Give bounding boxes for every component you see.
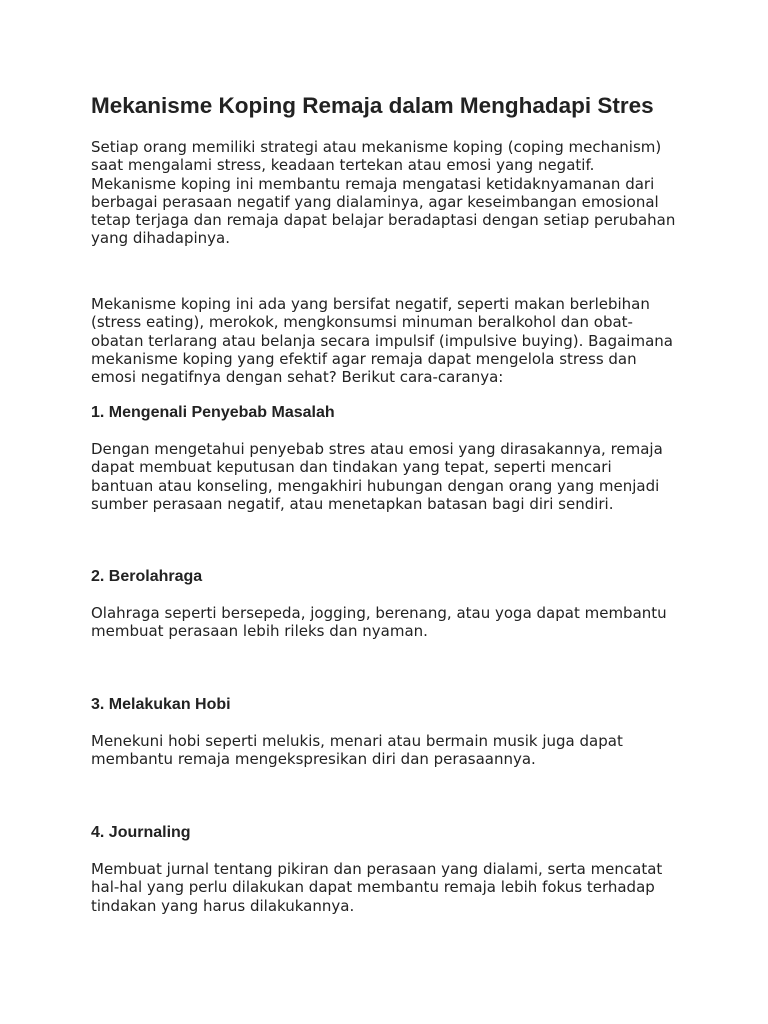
- section-paragraph: [91, 440, 691, 513]
- article-title: Mekanisme Koping Remaja dalam Menghadapi Stres: [91, 93, 654, 118]
- text-line: emosi negatifnya dengan sehat? Berikut cara-caranya:: [91, 368, 504, 387]
- text-line: hal-hal yang perlu dilakukan dapat membantu remaja lebih fokus terhadap: [91, 878, 655, 897]
- text-line: Mekanisme koping ini membantu remaja mengatasi ketidaknyamanan dari: [91, 174, 655, 193]
- text-line: yang dihadapinya.: [91, 229, 230, 248]
- section-heading: 3. Melakukan Hobi: [91, 696, 231, 713]
- section-paragraph: [91, 732, 691, 769]
- text-line: tetap terjaga dan remaja dapat belajar beradaptasi dengan setiap perubahan: [91, 211, 676, 230]
- text-line: tindakan yang harus dilakukannya.: [91, 896, 355, 915]
- text-line: (stress eating), merokok, mengkonsumsi minuman beralkohol dan obat-: [91, 313, 633, 332]
- text-line: Membuat jurnal tentang pikiran dan perasaan yang dialami, serta mencatat: [91, 860, 663, 878]
- text-line: sumber perasaan negatif, atau menetapkan batasan bagi diri sendiri.: [91, 494, 614, 513]
- text-line: Dengan mengetahui penyebab stres atau emosi yang dirasakannya, remaja: [91, 440, 663, 458]
- section-heading: 2. Berolahraga: [91, 568, 203, 585]
- text-line: dapat membuat keputusan dan tindakan yang tepat, seperti mencari: [91, 458, 612, 477]
- section-heading: 4. Journaling: [91, 824, 191, 841]
- section-paragraph: [91, 860, 691, 915]
- intro-paragraph: [91, 138, 691, 248]
- text-line: bantuan atau konseling, mengakhiri hubungan dengan orang yang menjadi: [91, 476, 660, 495]
- text-line: saat mengalami stress, keadaan tertekan atau emosi yang negatif.: [91, 156, 595, 175]
- text-line: mekanisme koping yang efektif agar remaja dapat mengelola stress dan: [91, 349, 637, 368]
- section-paragraph: [91, 604, 691, 641]
- negative-coping-paragraph: [91, 295, 691, 386]
- text-line: Olahraga seperti bersepeda, jogging, berenang, atau yoga dapat membantu: [91, 604, 667, 622]
- text-line: membantu remaja mengekspresikan diri dan perasaannya.: [91, 750, 536, 769]
- text-line: membuat perasaan lebih rileks dan nyaman.: [91, 622, 428, 641]
- text-line: berbagai perasaan negatif yang dialaminya, agar keseimbangan emosional: [91, 192, 659, 211]
- section-heading: 1. Mengenali Penyebab Masalah: [91, 404, 335, 421]
- text-line: Menekuni hobi seperti melukis, menari atau bermain musik juga dapat: [91, 732, 623, 750]
- text-line: Setiap orang memiliki strategi atau mekanisme koping (coping mechanism): [91, 138, 662, 156]
- text-line: obatan terlarang atau belanja secara impulsif (impulsive buying). Bagaimana: [91, 331, 673, 350]
- text-line: Mekanisme koping ini ada yang bersifat negatif, seperti makan berlebihan: [91, 295, 650, 313]
